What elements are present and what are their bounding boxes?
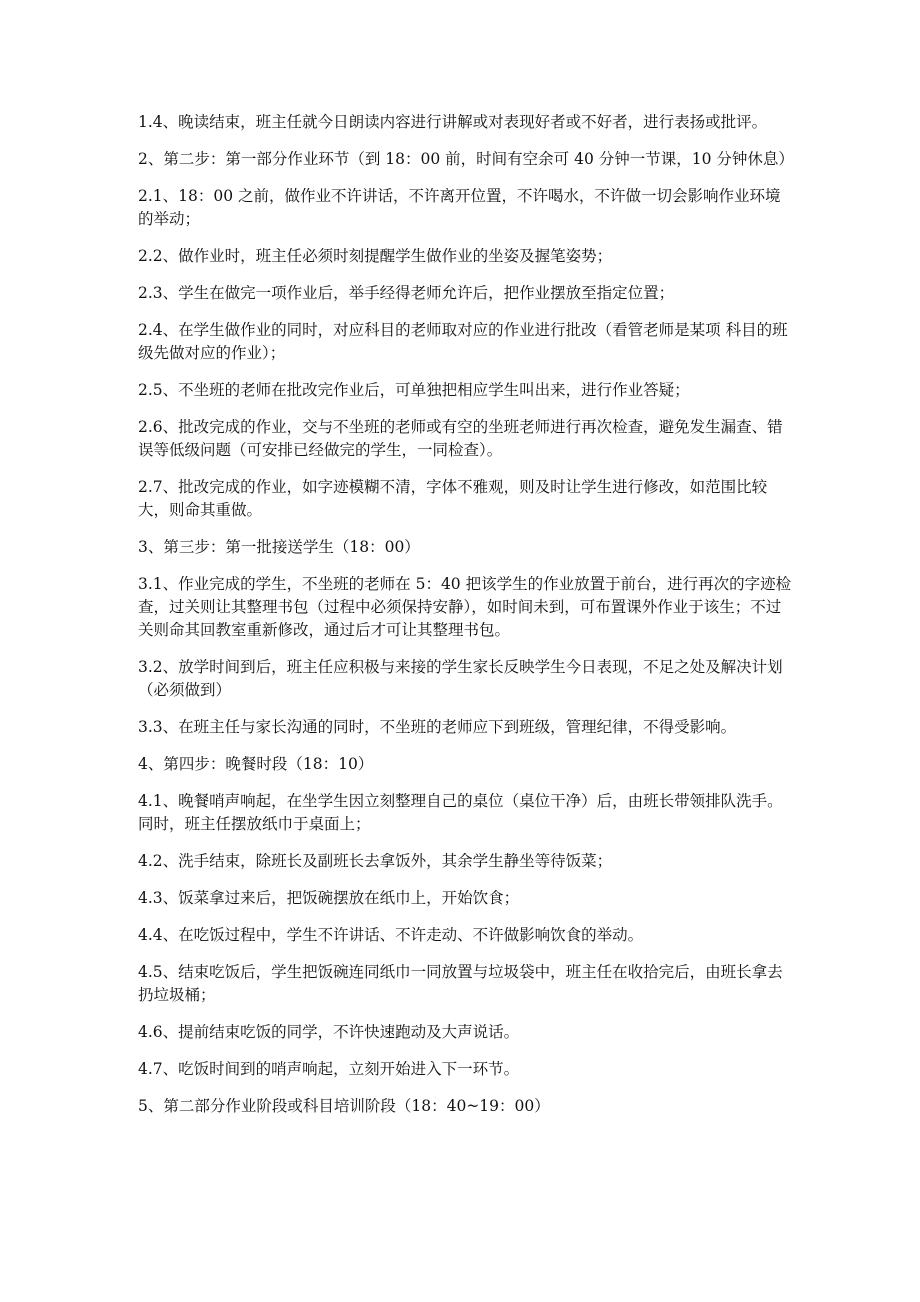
paragraph-4-2: 4.2、洗手结束，除班长及副班长去拿饭外，其余学生静坐等待饭菜； — [138, 852, 613, 870]
paragraph-2-5: 2.5、不坐班的老师在批改完作业后，可单独把相应学生叫出来，进行作业答疑； — [138, 381, 690, 399]
paragraph-4-4: 4.4、在吃饭过程中，学生不许讲话、不许走动、不许做影响饮食的举动。 — [138, 926, 644, 944]
paragraph-3-3: 3.3、在班主任与家长沟通的同时，不坐班的老师应下到班级，管理纪律，不得受影响。 — [138, 718, 737, 736]
paragraph-2-6: 2.6、批改完成的作业，交与不坐班的老师或有空的坐班老师进行再次检查，避免发生漏查、错误等低级问题（可安排已经做完的学生，一同检查）。 — [138, 418, 783, 459]
document-body — [138, 111, 794, 1132]
paragraph-3-2: 3.2、放学时间到后，班主任应积极与来接的学生家长反映学生今日表现，不足之处及解决计划（必须做到） — [138, 658, 783, 699]
paragraph-2-2: 2.2、做作业时，班主任必须时刻提醒学生做作业的坐姿及握笔姿势； — [138, 247, 613, 265]
paragraph-2-4: 2.4、在学生做作业的同时，对应科目的老师取对应的作业进行批改（看管老师是某项 科目的班级先做对应的作业）； — [138, 321, 788, 362]
paragraph-3-1: 3.1、作业完成的学生，不坐班的老师在 5：40 把该学生的作业放置于前台，进行再次的字迹检查，过关则让其整理书包（过程中必须保持安静），如时间未到，可布置课外作业于该生；不过关则命其回教室重新修改，通过后才可让其整理书包。 — [138, 575, 792, 639]
paragraph-1-4: 1.4、晚读结束，班主任就今日朗读内容进行讲解或对表现好者或不好者，进行表扬或批评。 — [138, 113, 768, 131]
paragraph-4-6: 4.6、提前结束吃饭的同学，不许快速跑动及大声说话。 — [138, 1023, 520, 1041]
paragraph-3: 3、第三步：第一批接送学生（18：00） — [138, 538, 420, 556]
paragraph-2-7: 2.7、批改完成的作业，如字迹模糊不清，字体不雅观，则及时让学生进行修改，如范围比较大，则命其重做。 — [138, 478, 768, 519]
paragraph-4-1: 4.1、晚餐哨声响起，在坐学生因立刻整理自己的桌位（桌位干净）后，由班长带领排队洗手。同时，班主任摆放纸巾于桌面上； — [138, 792, 783, 833]
paragraph-4-5: 4.5、结束吃饭后，学生把饭碗连同纸巾一同放置与垃圾袋中，班主任在收拾完后，由班长拿去扔垃圾桶； — [138, 963, 783, 1004]
paragraph-4: 4、第四步：晚餐时段（18：10） — [138, 755, 374, 773]
paragraph-2-1: 2.1、18：00 之前，做作业不许讲话，不许离开位置，不许喝水，不许做一切会影响作业环境的举动； — [138, 187, 781, 228]
paragraph-2: 2、第二步：第一部分作业环节（到 18：00 前，时间有空余可 40 分钟一节课，10 分钟休息） — [138, 150, 794, 168]
paragraph-2-3: 2.3、学生在做完一项作业后，举手经得老师允许后，把作业摆放至指定位置； — [138, 284, 675, 302]
paragraph-5: 5、第二部分作业阶段或科目培训阶段（18：40~19：00） — [138, 1097, 550, 1115]
paragraph-4-7: 4.7、吃饭时间到的哨声响起，立刻开始进入下一环节。 — [138, 1060, 520, 1078]
paragraph-4-3: 4.3、饭菜拿过来后，把饭碗摆放在纸巾上，开始饮食； — [138, 889, 520, 907]
